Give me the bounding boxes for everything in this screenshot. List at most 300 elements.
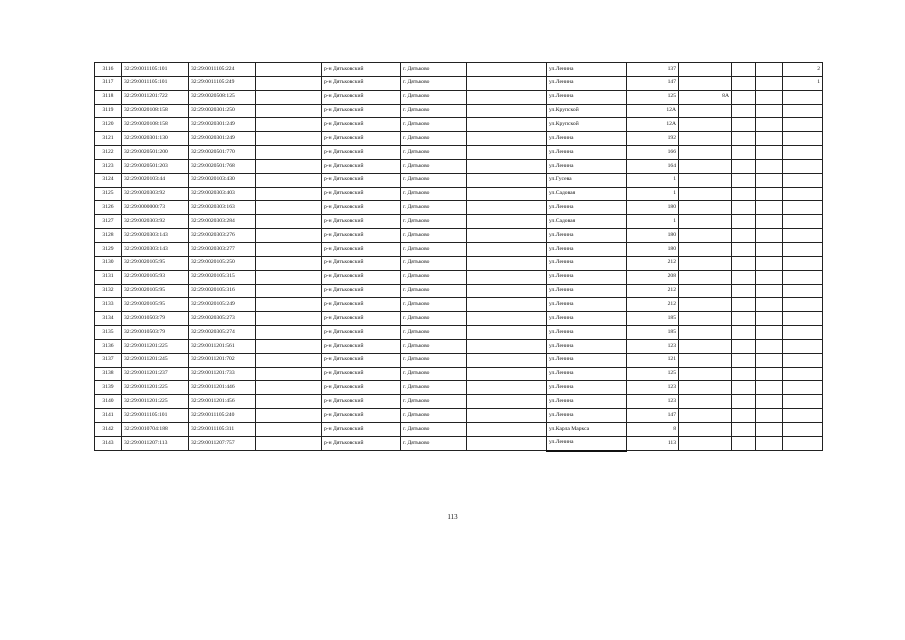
cell-apartment xyxy=(783,146,823,160)
cell-city: г. Дятьково xyxy=(401,298,467,312)
cell-house-number: 1 xyxy=(627,215,679,229)
cell-house-number: 123 xyxy=(627,339,679,353)
cell-empty-cell xyxy=(756,90,783,104)
cell-cadastral-number-parcel: 32:29:0020108:158 xyxy=(122,104,189,118)
cell-district: р-н Дятьковский xyxy=(322,187,401,201)
cell-cadastral-number-object: 32:29:0011105:249 xyxy=(189,76,256,90)
table-row xyxy=(95,242,823,256)
cell-empty-cell xyxy=(756,173,783,187)
cell-city: г. Дятьково xyxy=(401,159,467,173)
table-row xyxy=(95,326,823,340)
cell-street: ул.Ленина xyxy=(547,159,627,173)
cell-cadastral-number-object: 32:29:0020303:163 xyxy=(189,201,256,215)
cell-building xyxy=(679,242,732,256)
cell-city: г. Дятьково xyxy=(401,312,467,326)
cell-building xyxy=(679,187,732,201)
cell-row-number: 3119 xyxy=(95,104,122,118)
cell-apartment xyxy=(783,381,823,395)
cell-district: р-н Дятьковский xyxy=(322,409,401,423)
cell-row-number: 3142 xyxy=(95,422,122,436)
cell-empty-cell xyxy=(756,229,783,243)
cell-cadastral-number-parcel: 32:29:0011201:245 xyxy=(122,353,189,367)
cell-city: г. Дятьково xyxy=(401,436,467,450)
cell-row-number: 3126 xyxy=(95,201,122,215)
cell-city: г. Дятьково xyxy=(401,201,467,215)
cell-empty-cell xyxy=(732,422,756,436)
cell-empty-cell xyxy=(256,187,322,201)
cell-row-number: 3123 xyxy=(95,159,122,173)
cell-apartment xyxy=(783,132,823,146)
cell-empty-cell xyxy=(756,326,783,340)
cell-row-number: 3118 xyxy=(95,90,122,104)
cell-house-number: 212 xyxy=(627,284,679,298)
cell-empty-cell xyxy=(732,312,756,326)
cell-building xyxy=(679,436,732,450)
cell-apartment xyxy=(783,242,823,256)
cell-cadastral-number-parcel: 32:29:0020303:143 xyxy=(122,242,189,256)
cell-row-number: 3128 xyxy=(95,229,122,243)
cell-district: р-н Дятьковский xyxy=(322,201,401,215)
cell-empty-cell xyxy=(756,146,783,160)
cell-house-number: 180 xyxy=(627,229,679,243)
cell-building xyxy=(679,201,732,215)
cell-empty-cell xyxy=(467,436,547,450)
table-row xyxy=(95,173,823,187)
cell-cadastral-number-parcel: 32:29:0020303:143 xyxy=(122,229,189,243)
cell-cadastral-number-parcel: 32:29:0020303:92 xyxy=(122,215,189,229)
cell-empty-cell xyxy=(256,242,322,256)
cell-house-number: 12А xyxy=(627,104,679,118)
cell-empty-cell xyxy=(756,381,783,395)
cell-empty-cell xyxy=(467,339,547,353)
cell-house-number: 180 xyxy=(627,242,679,256)
cell-city: г. Дятьково xyxy=(401,395,467,409)
cell-empty-cell xyxy=(256,146,322,160)
cell-empty-cell xyxy=(732,298,756,312)
cell-street: ул.Ленина xyxy=(547,229,627,243)
table-row xyxy=(95,270,823,284)
cell-empty-cell xyxy=(756,187,783,201)
cell-building xyxy=(679,270,732,284)
cell-cadastral-number-object: 32:29:0011105:224 xyxy=(189,63,256,77)
cell-row-number: 3132 xyxy=(95,284,122,298)
table-row xyxy=(95,298,823,312)
cell-empty-cell xyxy=(732,367,756,381)
cell-empty-cell xyxy=(256,270,322,284)
cell-empty-cell xyxy=(256,215,322,229)
cell-empty-cell xyxy=(732,201,756,215)
cell-district: р-н Дятьковский xyxy=(322,159,401,173)
cell-house-number: 113 xyxy=(627,436,679,450)
cell-apartment xyxy=(783,229,823,243)
cell-district: р-н Дятьковский xyxy=(322,312,401,326)
cell-building xyxy=(679,326,732,340)
cell-city: г. Дятьково xyxy=(401,215,467,229)
cell-cadastral-number-object: 32:29:0020103:430 xyxy=(189,173,256,187)
cell-row-number: 3116 xyxy=(95,63,122,77)
cell-apartment xyxy=(783,90,823,104)
cell-empty-cell xyxy=(756,242,783,256)
cell-cadastral-number-object: 32:29:0020105:316 xyxy=(189,284,256,298)
cell-cadastral-number-object: 32:29:0011201:561 xyxy=(189,339,256,353)
cell-empty-cell xyxy=(467,63,547,77)
cell-street: ул.Ленина xyxy=(547,242,627,256)
cell-empty-cell xyxy=(756,409,783,423)
cell-empty-cell xyxy=(732,159,756,173)
cell-empty-cell xyxy=(467,256,547,270)
table-row xyxy=(95,76,823,90)
cell-cadastral-number-parcel: 32:29:0020105:93 xyxy=(122,270,189,284)
table-row xyxy=(95,395,823,409)
cell-city: г. Дятьково xyxy=(401,187,467,201)
cell-district: р-н Дятьковский xyxy=(322,395,401,409)
cell-empty-cell xyxy=(467,270,547,284)
cell-street: ул.Ленина xyxy=(547,270,627,284)
cell-district: р-н Дятьковский xyxy=(322,353,401,367)
cell-empty-cell xyxy=(256,381,322,395)
table-row xyxy=(95,187,823,201)
cell-row-number: 3131 xyxy=(95,270,122,284)
cell-apartment xyxy=(783,256,823,270)
cell-district: р-н Дятьковский xyxy=(322,104,401,118)
cell-empty-cell xyxy=(256,326,322,340)
cell-empty-cell xyxy=(756,422,783,436)
cell-cadastral-number-object: 32:29:0020305:274 xyxy=(189,326,256,340)
cell-empty-cell xyxy=(467,353,547,367)
cell-city: г. Дятьково xyxy=(401,326,467,340)
cell-empty-cell xyxy=(256,104,322,118)
table-row xyxy=(95,312,823,326)
cell-house-number: 166 xyxy=(627,146,679,160)
cell-building xyxy=(679,353,732,367)
cell-row-number: 3120 xyxy=(95,118,122,132)
cell-empty-cell xyxy=(756,63,783,77)
cell-row-number: 3127 xyxy=(95,215,122,229)
table-row xyxy=(95,132,823,146)
cell-house-number: 125 xyxy=(627,367,679,381)
cell-empty-cell xyxy=(256,201,322,215)
cell-cadastral-number-object: 32:29:0011201:446 xyxy=(189,381,256,395)
cell-empty-cell xyxy=(756,104,783,118)
cell-house-number: 180 xyxy=(627,201,679,215)
cell-empty-cell xyxy=(256,312,322,326)
cell-apartment xyxy=(783,187,823,201)
cell-house-number: 164 xyxy=(627,159,679,173)
cell-building xyxy=(679,215,732,229)
cell-empty-cell xyxy=(467,118,547,132)
cell-district: р-н Дятьковский xyxy=(322,76,401,90)
cell-apartment xyxy=(783,409,823,423)
cell-cadastral-number-parcel: 32:29:0020301:130 xyxy=(122,132,189,146)
cell-street: ул.Крупской xyxy=(547,118,627,132)
cell-cadastral-number-parcel: 32:29:0020501:200 xyxy=(122,146,189,160)
cell-street: ул.Ленина xyxy=(547,312,627,326)
cell-empty-cell xyxy=(732,353,756,367)
cell-apartment xyxy=(783,367,823,381)
cell-empty-cell xyxy=(732,90,756,104)
cell-apartment: 2 xyxy=(783,63,823,77)
table-row xyxy=(95,367,823,381)
cell-city: г. Дятьково xyxy=(401,353,467,367)
cell-house-number: 125 xyxy=(627,90,679,104)
cell-cadastral-number-parcel: 32:29:0011201:237 xyxy=(122,367,189,381)
cell-empty-cell xyxy=(467,90,547,104)
cell-cadastral-number-object: 32:29:0011201:733 xyxy=(189,367,256,381)
cell-empty-cell xyxy=(256,159,322,173)
cell-empty-cell xyxy=(467,242,547,256)
cell-row-number: 3143 xyxy=(95,436,122,450)
cell-building xyxy=(679,132,732,146)
table-row xyxy=(95,159,823,173)
cell-empty-cell xyxy=(756,436,783,450)
cell-house-number: 147 xyxy=(627,409,679,423)
cell-empty-cell xyxy=(756,159,783,173)
cell-empty-cell xyxy=(732,242,756,256)
cell-building xyxy=(679,298,732,312)
cell-city: г. Дятьково xyxy=(401,284,467,298)
cell-street: ул.Гусева xyxy=(547,173,627,187)
cell-house-number: 208 xyxy=(627,270,679,284)
cell-empty-cell xyxy=(256,76,322,90)
cell-building xyxy=(679,229,732,243)
cell-city: г. Дятьково xyxy=(401,104,467,118)
cell-building xyxy=(679,173,732,187)
cell-cadastral-number-object: 32:29:0020305:273 xyxy=(189,312,256,326)
cell-empty-cell xyxy=(732,436,756,450)
cell-city: г. Дятьково xyxy=(401,409,467,423)
cell-row-number: 3135 xyxy=(95,326,122,340)
cell-cadastral-number-parcel: 32:29:0010503:79 xyxy=(122,326,189,340)
cell-street: ул.Ленина xyxy=(547,90,627,104)
cell-empty-cell xyxy=(732,284,756,298)
cell-apartment xyxy=(783,284,823,298)
cell-district: р-н Дятьковский xyxy=(322,173,401,187)
cell-empty-cell xyxy=(467,312,547,326)
cell-cadastral-number-object: 32:29:0020105:249 xyxy=(189,298,256,312)
cell-district: р-н Дятьковский xyxy=(322,422,401,436)
cell-empty-cell xyxy=(467,215,547,229)
cell-empty-cell xyxy=(732,229,756,243)
cell-house-number: 123 xyxy=(627,381,679,395)
cell-street: ул.Садовая xyxy=(547,215,627,229)
cell-building xyxy=(679,367,732,381)
cell-row-number: 3137 xyxy=(95,353,122,367)
cell-row-number: 3129 xyxy=(95,242,122,256)
cell-cadastral-number-object: 32:29:0020508:125 xyxy=(189,90,256,104)
page-number: 113 xyxy=(447,513,458,521)
cell-city: г. Дятьково xyxy=(401,339,467,353)
cell-empty-cell xyxy=(756,284,783,298)
cell-house-number: 123 xyxy=(627,395,679,409)
cell-cadastral-number-object: 32:29:0020105:315 xyxy=(189,270,256,284)
cell-district: р-н Дятьковский xyxy=(322,298,401,312)
table-row xyxy=(95,118,823,132)
cell-cadastral-number-parcel: 32:29:0011207:113 xyxy=(122,436,189,450)
cell-empty-cell xyxy=(732,146,756,160)
cell-street: ул.Ленина xyxy=(547,298,627,312)
cell-city: г. Дятьково xyxy=(401,229,467,243)
cell-street: ул.Ленина xyxy=(547,146,627,160)
table-row xyxy=(95,422,823,436)
cell-empty-cell xyxy=(256,229,322,243)
cell-empty-cell xyxy=(467,146,547,160)
cell-cadastral-number-parcel: 32:29:0020105:95 xyxy=(122,298,189,312)
registry-table xyxy=(94,62,823,452)
cell-row-number: 3133 xyxy=(95,298,122,312)
cell-street: ул.Ленина xyxy=(547,284,627,298)
cell-city: г. Дятьково xyxy=(401,173,467,187)
cell-building: 8А xyxy=(679,90,732,104)
cell-cadastral-number-object: 32:29:0020301:249 xyxy=(189,118,256,132)
cell-street: ул.Ленина xyxy=(547,76,627,90)
cell-cadastral-number-parcel: 32:29:0011105:101 xyxy=(122,63,189,77)
cell-cadastral-number-object: 32:29:0011105:240 xyxy=(189,409,256,423)
cell-house-number: 185 xyxy=(627,326,679,340)
cell-cadastral-number-parcel: 32:29:0011201:225 xyxy=(122,339,189,353)
cell-district: р-н Дятьковский xyxy=(322,436,401,450)
cell-empty-cell xyxy=(256,132,322,146)
cell-apartment: 1 xyxy=(783,76,823,90)
cell-empty-cell xyxy=(756,201,783,215)
cell-building xyxy=(679,63,732,77)
cell-empty-cell xyxy=(256,353,322,367)
cell-district: р-н Дятьковский xyxy=(322,339,401,353)
cell-empty-cell xyxy=(732,270,756,284)
cell-empty-cell xyxy=(256,436,322,450)
cell-empty-cell xyxy=(732,395,756,409)
cell-empty-cell xyxy=(256,256,322,270)
cell-row-number: 3124 xyxy=(95,173,122,187)
cell-street: ул.Ленина xyxy=(547,436,627,450)
cell-empty-cell xyxy=(467,104,547,118)
cell-empty-cell xyxy=(256,284,322,298)
cell-building xyxy=(679,312,732,326)
cell-cadastral-number-object: 32:29:0011201:702 xyxy=(189,353,256,367)
cell-district: р-н Дятьковский xyxy=(322,256,401,270)
cell-street: ул.Ленина xyxy=(547,201,627,215)
cell-row-number: 3130 xyxy=(95,256,122,270)
cell-cadastral-number-object: 32:29:0011201:456 xyxy=(189,395,256,409)
cell-apartment xyxy=(783,118,823,132)
cell-empty-cell xyxy=(756,215,783,229)
cell-street: ул.Ленина xyxy=(547,353,627,367)
cell-city: г. Дятьково xyxy=(401,63,467,77)
cell-street: ул.Ленина xyxy=(547,132,627,146)
cell-cadastral-number-object: 32:29:0020303:277 xyxy=(189,242,256,256)
cell-empty-cell xyxy=(467,132,547,146)
cell-empty-cell xyxy=(756,118,783,132)
cell-street: ул.Крупской xyxy=(547,104,627,118)
cell-apartment xyxy=(783,326,823,340)
cell-empty-cell xyxy=(732,104,756,118)
cell-apartment xyxy=(783,353,823,367)
table-row xyxy=(95,339,823,353)
cell-street: ул.Ленина xyxy=(547,326,627,340)
cell-district: р-н Дятьковский xyxy=(322,242,401,256)
cell-empty-cell xyxy=(732,326,756,340)
table-row xyxy=(95,215,823,229)
table-row xyxy=(95,353,823,367)
table-row xyxy=(95,90,823,104)
cell-empty-cell xyxy=(732,76,756,90)
cell-empty-cell xyxy=(467,229,547,243)
cell-house-number: 121 xyxy=(627,353,679,367)
cell-empty-cell xyxy=(732,381,756,395)
cell-district: р-н Дятьковский xyxy=(322,132,401,146)
cell-cadastral-number-object: 32:29:0020301:249 xyxy=(189,132,256,146)
cell-empty-cell xyxy=(467,367,547,381)
cell-district: р-н Дятьковский xyxy=(322,229,401,243)
cell-empty-cell xyxy=(467,159,547,173)
cell-apartment xyxy=(783,159,823,173)
table-row xyxy=(95,256,823,270)
cell-house-number: 8 xyxy=(627,422,679,436)
cell-street: ул.Ленина xyxy=(547,256,627,270)
cell-cadastral-number-parcel: 32:29:0020105:95 xyxy=(122,284,189,298)
cell-empty-cell xyxy=(467,76,547,90)
cell-street: ул.Ленина xyxy=(547,367,627,381)
cell-house-number: 212 xyxy=(627,298,679,312)
cell-cadastral-number-parcel: 32:29:0000000:73 xyxy=(122,201,189,215)
cell-cadastral-number-object: 32:29:0011207:757 xyxy=(189,436,256,450)
cell-district: р-н Дятьковский xyxy=(322,367,401,381)
cell-empty-cell xyxy=(756,367,783,381)
cell-empty-cell xyxy=(467,187,547,201)
cell-district: р-н Дятьковский xyxy=(322,215,401,229)
cell-district: р-н Дятьковский xyxy=(322,326,401,340)
cell-building xyxy=(679,339,732,353)
cell-cadastral-number-object: 32:29:0011105:311 xyxy=(189,422,256,436)
cell-cadastral-number-parcel: 32:29:0020303:92 xyxy=(122,187,189,201)
cell-apartment xyxy=(783,173,823,187)
cell-cadastral-number-parcel: 32:29:0011201:225 xyxy=(122,381,189,395)
cell-cadastral-number-parcel: 32:29:0020501:203 xyxy=(122,159,189,173)
cell-apartment xyxy=(783,422,823,436)
cell-district: р-н Дятьковский xyxy=(322,284,401,298)
cell-empty-cell xyxy=(467,409,547,423)
cell-cadastral-number-object: 32:29:0020303:276 xyxy=(189,229,256,243)
cell-city: г. Дятьково xyxy=(401,118,467,132)
cell-empty-cell xyxy=(256,118,322,132)
cell-empty-cell xyxy=(756,339,783,353)
cell-empty-cell xyxy=(732,173,756,187)
cell-row-number: 3121 xyxy=(95,132,122,146)
cell-empty-cell xyxy=(467,381,547,395)
cell-empty-cell xyxy=(467,201,547,215)
cell-empty-cell xyxy=(467,395,547,409)
cell-empty-cell xyxy=(756,312,783,326)
cell-street: ул.Ленина xyxy=(547,63,627,77)
cell-building xyxy=(679,395,732,409)
cell-empty-cell xyxy=(732,256,756,270)
cell-empty-cell xyxy=(256,395,322,409)
cell-apartment xyxy=(783,270,823,284)
cell-empty-cell xyxy=(732,63,756,77)
table-row xyxy=(95,201,823,215)
cell-empty-cell xyxy=(732,409,756,423)
cell-street: ул.Ленина xyxy=(547,395,627,409)
cell-building xyxy=(679,104,732,118)
cell-cadastral-number-object: 32:29:0020301:250 xyxy=(189,104,256,118)
cell-empty-cell xyxy=(756,298,783,312)
table-row xyxy=(95,409,823,423)
cell-building xyxy=(679,159,732,173)
cell-empty-cell xyxy=(256,367,322,381)
cell-cadastral-number-parcel: 32:29:0011105:101 xyxy=(122,409,189,423)
cell-row-number: 3138 xyxy=(95,367,122,381)
cell-empty-cell xyxy=(256,173,322,187)
cell-city: г. Дятьково xyxy=(401,381,467,395)
